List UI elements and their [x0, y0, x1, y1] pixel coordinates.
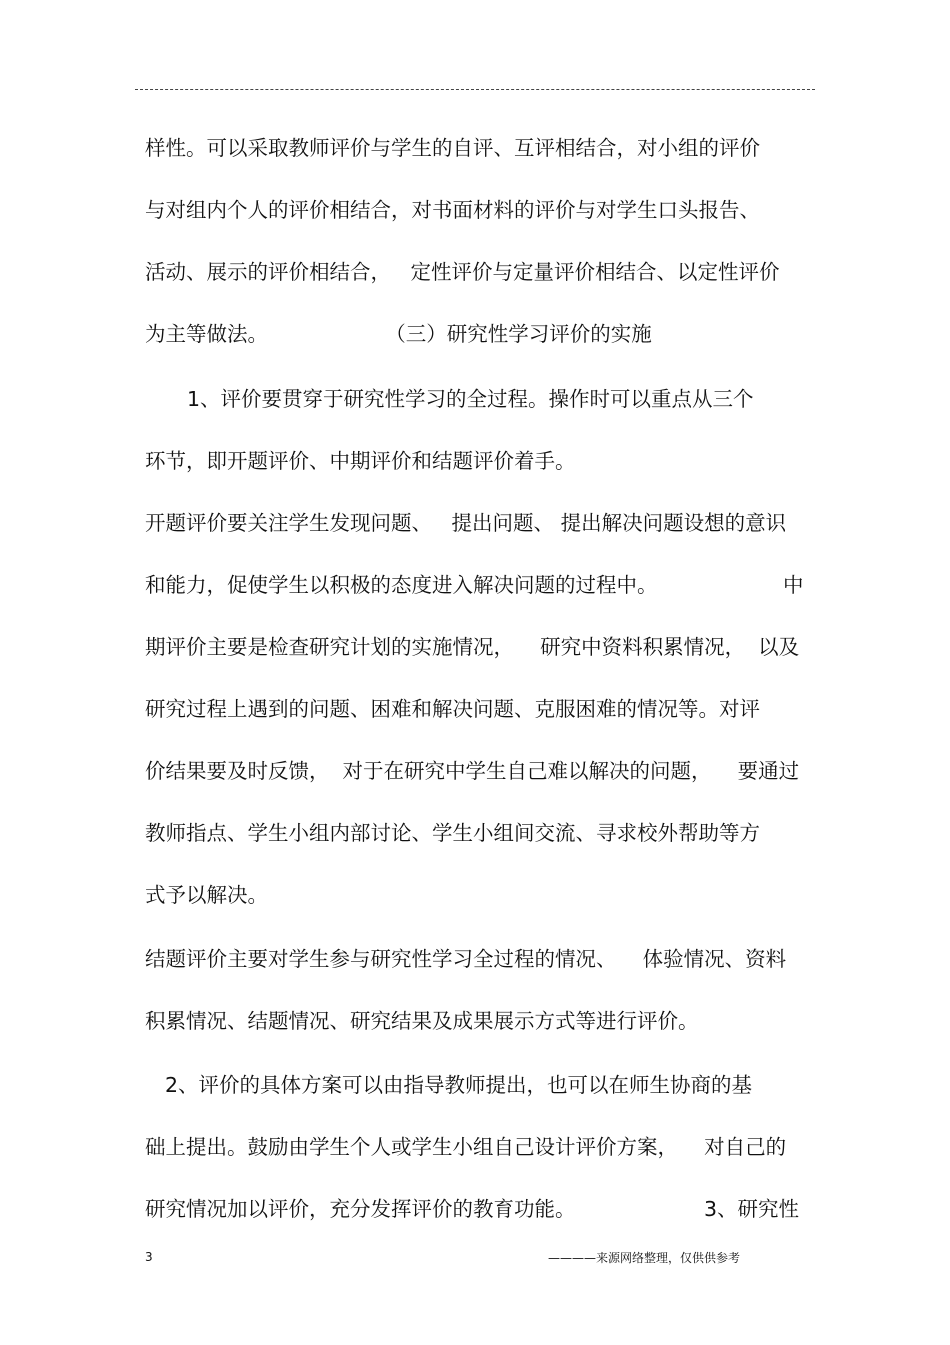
- footer-note: ————来源网络整理，仅供供参考: [548, 1251, 741, 1265]
- paragraph-line: 结题评价主要对学生参与研究性学习全过程的情况、 体验情况、资料: [145, 947, 787, 971]
- paragraph-line: 为主等做法。 （三）研究性学习评价的实施: [145, 322, 652, 346]
- paragraph-line: 1、评价要贯穿于研究性学习的全过程。操作时可以重点从三个: [187, 387, 754, 411]
- paragraph-line: 式予以解决。: [145, 883, 268, 907]
- paragraph-line: 开题评价要关注学生发现问题、 提出问题、 提出解决问题设想的意识: [145, 511, 787, 535]
- paragraph-line: 期评价主要是检查研究计划的实施情况， 研究中资料积累情况， 以及: [145, 635, 800, 659]
- paragraph-line: 中: [783, 573, 804, 597]
- paragraph-line: 与对组内个人的评价相结合，对书面材料的评价与对学生口头报告、: [145, 198, 760, 222]
- paragraph-line: 研究过程上遇到的问题、困难和解决问题、克服困难的情况等。对评: [145, 697, 760, 721]
- paragraph-line: 环节，即开题评价、中期评价和结题评价着手。: [145, 449, 576, 473]
- paragraph-line: 3、研究性: [704, 1197, 800, 1221]
- paragraph-line: 础上提出。鼓励由学生个人或学生小组自己设计评价方案， 对自己的: [145, 1135, 787, 1159]
- paragraph-line: 教师指点、学生小组内部讨论、学生小组间交流、寻求校外帮助等方: [145, 821, 760, 845]
- paragraph-line: 活动、展示的评价相结合， 定性评价与定量评价相结合、以定性评价: [145, 260, 780, 284]
- paragraph-line: 积累情况、结题情况、研究结果及成果展示方式等进行评价。: [145, 1009, 699, 1033]
- paragraph-line: 和能力，促使学生以积极的态度进入解决问题的过程中。: [145, 573, 658, 597]
- paragraph-line: 样性。可以采取教师评价与学生的自评、互评相结合，对小组的评价: [145, 136, 760, 160]
- paragraph-line: 研究情况加以评价，充分发挥评价的教育功能。: [145, 1197, 576, 1221]
- paragraph-line: 价结果要及时反馈， 对于在研究中学生自己难以解决的问题， 要通过: [145, 759, 800, 783]
- page-number: 3: [145, 1250, 153, 1264]
- paragraph-line: 2、评价的具体方案可以由指导教师提出，也可以在师生协商的基: [165, 1073, 753, 1097]
- header-rule: [135, 89, 815, 90]
